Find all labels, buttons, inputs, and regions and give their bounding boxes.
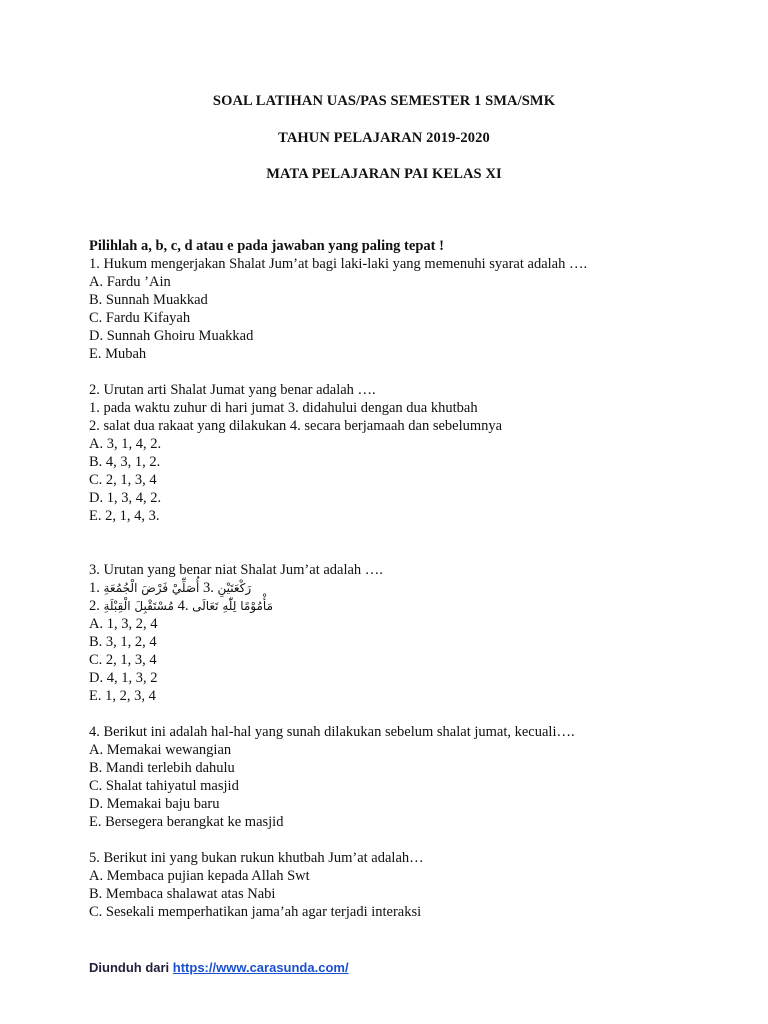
arabic-text-4: مَأْمُوْمًا لِلّٰهِ تَعَالَى (192, 599, 273, 613)
arabic-line-1 (89, 579, 729, 597)
option-b: B. Mandi terlebih dahulu (89, 760, 235, 776)
question-text: 3. Urutan yang benar niat Shalat Jum’at adalah …. (89, 562, 383, 578)
footer (89, 960, 349, 975)
option-b: B. 3, 1, 2, 4 (89, 634, 157, 650)
option-a: A. Fardu ’Ain (89, 274, 171, 290)
doc-year: TAHUN PELAJARAN 2019-2020 (278, 130, 490, 146)
arabic-num-2: 2. (89, 598, 104, 614)
option-e: E. 1, 2, 3, 4 (89, 688, 156, 704)
option-a: A. 1, 3, 2, 4 (89, 616, 158, 632)
option-c: C. 2, 1, 3, 4 (89, 472, 157, 488)
question-text: 2. Urutan arti Shalat Jumat yang benar adalah …. (89, 382, 376, 398)
option-c: C. Fardu Kifayah (89, 310, 191, 326)
option-c: C. Sesekali memperhatikan jama’ah agar terjadi interaksi (89, 904, 422, 920)
option-d: D. 4, 1, 3, 2 (89, 670, 158, 686)
doc-title: SOAL LATIHAN UAS/PAS SEMESTER 1 SMA/SMK (212, 93, 556, 109)
arabic-text-3: رَكْعَتَيْنِ (217, 581, 252, 595)
arabic-num-1: 1. (89, 580, 104, 596)
question-1 (89, 255, 729, 363)
question-text: 4. Berikut ini adalah hal-hal yang sunah dilakukan sebelum shalat jumat, kecuali…. (89, 724, 575, 740)
arabic-line-2 (89, 597, 729, 615)
option-b: B. 4, 3, 1, 2. (89, 454, 161, 470)
option-a: A. 3, 1, 4, 2. (89, 436, 162, 452)
option-b: B. Membaca shalawat atas Nabi (89, 886, 276, 902)
source-link[interactable]: https://www.carasunda.com/ (172, 960, 349, 975)
doc-subject: MATA PELAJARAN PAI KELAS XI (266, 166, 502, 182)
arabic-text-2: مُسْتَقْبِلَ الْقِبْلَةِ (103, 599, 174, 613)
question-4 (89, 723, 729, 831)
statement-1: 1. pada waktu zuhur di hari jumat 3. didahului dengan dua khutbah (89, 400, 478, 416)
option-d: D. Sunnah Ghoiru Muakkad (89, 328, 254, 344)
arabic-num-4: 4. (173, 598, 193, 614)
option-a: A. Membaca pujian kepada Allah Swt (89, 868, 310, 884)
footer-label: Diunduh dari (89, 960, 173, 975)
question-2 (89, 381, 729, 525)
question-3 (89, 561, 729, 705)
option-b: B. Sunnah Muakkad (89, 292, 208, 308)
option-d: D. Memakai baju baru (89, 796, 220, 812)
option-e: E. 2, 1, 4, 3. (89, 508, 160, 524)
question-body (89, 237, 729, 921)
question-text: 5. Berikut ini yang bukan rukun khutbah Jum’at adalah… (89, 850, 424, 866)
statement-2: 2. salat dua rakaat yang dilakukan 4. secara berjamaah dan sebelumnya (89, 418, 503, 434)
option-a: A. Memakai wewangian (89, 742, 232, 758)
option-e: E. Mubah (89, 346, 147, 362)
arabic-text-1: أُصَلِّيْ فَرْضَ الْجُمُعَةِ (103, 581, 200, 595)
option-c: C. 2, 1, 3, 4 (89, 652, 157, 668)
option-e: E. Bersegera berangkat ke masjid (89, 814, 284, 830)
question-text: 1. Hukum mengerjakan Shalat Jum’at bagi laki-laki yang memenuhi syarat adalah …. (89, 256, 588, 272)
option-c: C. Shalat tahiyatul masjid (89, 778, 239, 794)
option-d: D. 1, 3, 4, 2. (89, 490, 162, 506)
arabic-num-3: 3. (199, 580, 218, 596)
instruction: Pilihlah a, b, c, d atau e pada jawaban yang paling tepat ! (89, 238, 444, 254)
question-5 (89, 849, 729, 921)
